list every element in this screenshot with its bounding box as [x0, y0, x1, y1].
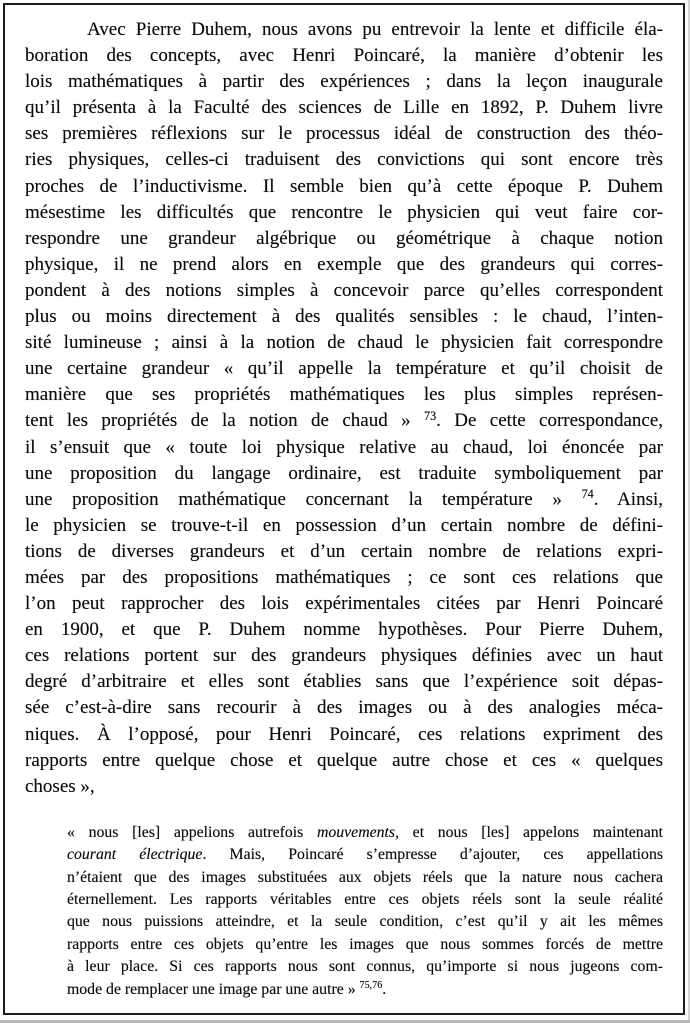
main-paragraph-line-11: pondent à des notions simples à concevoir parce qu’elles correspondent — [25, 279, 663, 301]
block-quote-line-6: rapports entre ces objets qu’entre les images que nous sommes forcés de mettre — [67, 935, 663, 953]
footnote-reference: 74 — [581, 487, 594, 501]
main-paragraph-line-24: en 1900, et que P. Duhem nomme hypothèses. Pour Pierre Duhem, — [25, 619, 663, 641]
main-paragraph-line-7: proches de l’inductivisme. Il semble bien qu’à cette époque P. Duhem — [25, 175, 663, 197]
block-quote-line-4: éternellement. Les rapports véritables entre ces objets réels sont la seule réalité — [67, 891, 663, 909]
main-paragraph — [25, 17, 663, 800]
block-quote — [67, 822, 663, 1001]
main-paragraph-line-12: plus ou moins directement à des qualités sensibles : le chaud, l’inten- — [25, 306, 663, 328]
main-paragraph-line-1: Avec Pierre Duhem, nous avons pu entrevoir la lente et difficile éla- — [87, 19, 663, 40]
footnote-reference: 75,76 — [359, 980, 383, 992]
main-paragraph-line-30: choses », — [25, 775, 95, 797]
main-paragraph-line-13: sité lumineuse ; ainsi à la notion de chaud le physicien fait correspondre — [25, 332, 663, 354]
main-paragraph-line-19: une proposition mathématique concernant la température » $^{74}$. Ainsi, — [25, 487, 663, 510]
block-quote-line-7: à leur place. Si ces rapports nous sont connus, qu’importe si nous jugeons com- — [67, 958, 663, 976]
main-paragraph-line-8: mésestime les difficultés que rencontre le physicien qui veut faire cor- — [25, 201, 663, 223]
block-quote-line-5: que nous puissions atteindre, et la seule condition, c’est qu’il y ait les mêmes — [67, 913, 663, 931]
main-paragraph-line-9: respondre une grandeur algébrique ou géométrique à chaque notion — [25, 227, 663, 249]
main-paragraph-line-16: tent les propriétés de la notion de chaud » $^{73}$. De cette correspondance, — [25, 408, 663, 432]
main-paragraph-line-27: sée c’est-à-dire sans recourir à des images ou à des analogies méca- — [25, 697, 663, 719]
main-paragraph-line-14: une certaine grandeur « qu’il appelle la température et qu’il choisit de — [25, 358, 663, 380]
block-quote-line-8: mode de remplacer une image par une autre » $^{75,76}$. — [67, 980, 387, 998]
main-paragraph-line-6: ries physiques, celles-ci traduisent des convictions qui sont encore très — [25, 149, 663, 171]
main-paragraph-line-22: mées par des propositions mathématiques ; ce sont ces relations que — [25, 566, 663, 588]
main-paragraph-line-10: physique, il ne prend alors en exemple que des grandeurs qui corres- — [25, 253, 663, 275]
main-paragraph-line-26: degré d’arbitraire et elles sont établies sans que l’expérience soit dépas- — [25, 671, 663, 693]
block-quote-line-1: « nous [les] appelions autrefois mouvements, et nous [les] appelons maintenant — [67, 823, 663, 841]
main-paragraph-line-25: ces relations portent sur des grandeurs physiques définies avec un haut — [25, 645, 663, 667]
main-paragraph-line-29: rapports entre quelque chose et quelque autre chose et ces « quelques — [25, 749, 663, 771]
main-paragraph-line-28: niques. À l’opposé, pour Henri Poincaré, ces relations expriment des — [25, 723, 663, 745]
footnote-reference: 73 — [423, 408, 437, 423]
main-paragraph-line-21: tions de diverses grandeurs et d’un certain nombre de relations expri- — [25, 540, 663, 562]
main-paragraph-line-17: il s’ensuit que « toute loi physique relative au chaud, loi énoncée par — [25, 436, 663, 458]
block-quote-line-2: courant électrique. Mais, Poincaré s’empresse d’ajouter, ces appellations — [67, 846, 663, 864]
main-paragraph-line-5: ses premières réflexions sur le processus idéal de construction des théo- — [25, 123, 663, 145]
main-paragraph-line-4: qu’il présenta à la Faculté des sciences de Lille en 1892, P. Duhem livre — [25, 97, 663, 119]
main-paragraph-line-3: lois mathématiques à partir des expériences ; dans la leçon inaugurale — [25, 71, 663, 93]
page-content — [25, 17, 663, 1001]
main-paragraph-line-23: l’on peut rapprocher des lois expérimentales citées par Henri Poincaré — [25, 593, 663, 615]
main-paragraph-line-2: boration des concepts, avec Henri Poincaré, la manière d’obtenir les — [25, 45, 663, 67]
main-paragraph-line-18: une proposition du langage ordinaire, est traduite symboliquement par — [25, 462, 663, 484]
main-paragraph-line-15: manière que ses propriétés mathématiques les plus simples représen- — [25, 384, 663, 406]
main-paragraph-line-20: le physicien se trouve-t-il en possession d’un certain nombre de défini- — [25, 514, 663, 536]
block-quote-line-3: n’étaient que des images substituées aux objets réels que la nature nous cachera — [67, 868, 663, 886]
